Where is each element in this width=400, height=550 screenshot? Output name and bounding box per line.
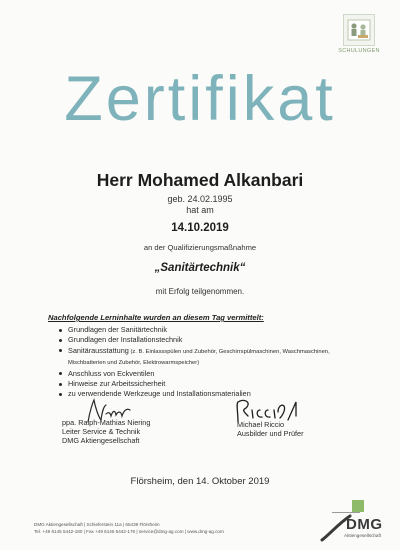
dmg-brand-sub: Aktiengesellschaft: [344, 533, 382, 538]
footer: [34, 521, 224, 535]
training-logo-icon: [343, 14, 375, 46]
measure-name: „Sanitärtechnik“: [154, 262, 246, 274]
place-date: Flörsheim, den 14. Oktober 2019: [130, 476, 270, 487]
measure-intro: an der Qualifizierungsmaßnahme: [143, 243, 257, 252]
signer-right-name: Michael Riccio: [237, 420, 285, 429]
attended-text: hat am: [186, 205, 214, 215]
signature-left-block: [62, 418, 150, 445]
measure-result: mit Erfolg teilgenommen.: [155, 287, 245, 296]
list-item: Hinweise zur Arbeitssicherheit: [58, 379, 363, 389]
signature-right-block: [237, 420, 304, 438]
signer-right-role: Ausbilder und Prüfer: [237, 429, 304, 438]
dmg-brand: DMG: [346, 516, 383, 533]
content-list: [58, 325, 363, 400]
footer-address: DMG Aktiengesellschaft | Schieferstein 11a | 65439 Flörsheim: [34, 522, 160, 527]
logo-label: SCHULUNGEN: [338, 48, 380, 54]
certificate-title: Zertifikat: [64, 64, 336, 134]
signer-left-role: Leiter Service & Technik: [62, 427, 141, 436]
birth-date: geb. 24.02.1995: [167, 194, 233, 204]
signer-left-company: DMG Aktiengesellschaft: [62, 436, 140, 445]
list-item: Anschluss von Eckventilen: [58, 369, 363, 379]
recipient-name: Herr Mohamed Alkanbari: [96, 170, 304, 190]
list-item: Grundlagen der Installationstechnik: [58, 335, 363, 345]
footer-contact: Tel. +49 6145 5442-180 | Fax +49 6145 5442-176 | service@dmg-ag.com | www.dmg-ag.com: [34, 529, 224, 535]
signer-left-name: ppa. Ralph-Mathias Niering: [62, 418, 151, 427]
accent-square: [352, 500, 364, 512]
list-item: Grundlagen der Sanitärtechnik: [58, 325, 363, 335]
list-item: zu verwendende Werkzeuge und Installationsmaterialien: [58, 389, 363, 399]
course-date: 14.10.2019: [171, 222, 229, 234]
content-intro: Nachfolgende Lerninhalte wurden an diesem Tag vermittelt:: [48, 313, 264, 322]
list-item: Sanitärausstattung (z. B. Einlassspülen und Zubehör, Geschirrspülmaschinen, Waschmaschinen, Mischbatterien und Zubehör, Elektrowarmspeicher): [58, 346, 363, 369]
